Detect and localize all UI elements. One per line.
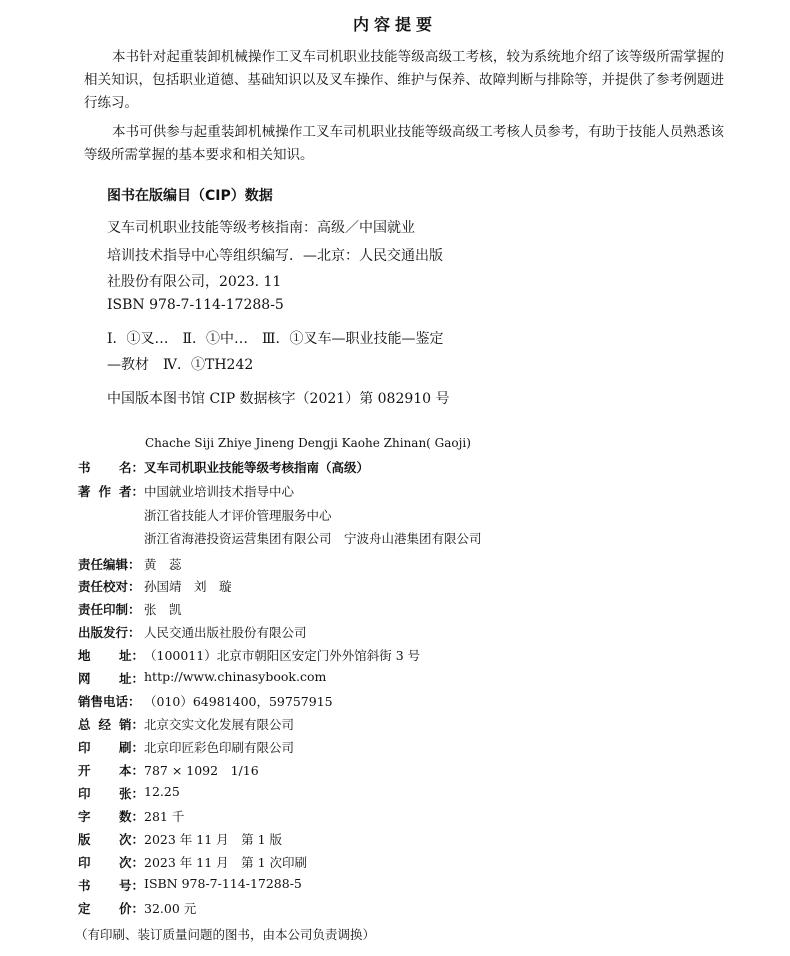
row-address: 地 址： （100011）北京市朝阳区安定门外外馆斜街 3 号 [78, 646, 420, 666]
isbn: ISBN 978-7-114-17288-5 [144, 876, 302, 891]
cip-heading: 图书在版编目（CIP）数据 [107, 188, 273, 204]
impression: 2023 年 11 月 第 1 次印刷 [144, 855, 308, 870]
cip-record-number: 中国版本图书馆 CIP 数据核字（2021）第 082910 号 [107, 391, 450, 407]
address: （100011）北京市朝阳区安定门外外馆斜街 3 号 [144, 648, 421, 663]
printing-supervisor: 张 凯 [144, 602, 182, 617]
website: http://www.chinasybook.com [144, 669, 327, 684]
row-printing-resp: 责任印制： 张 凯 [78, 600, 182, 620]
author-1: 中国就业培训技术指导中心 [144, 484, 295, 499]
row-words: 字 数： 281 千 [78, 807, 184, 827]
publisher: 人民交通出版社股份有限公司 [144, 625, 307, 640]
price: 32.00 元 [144, 901, 197, 916]
cip-isbn: ISBN 978-7-114-17288-5 [107, 297, 284, 313]
row-isbn: 书 号： ISBN 978-7-114-17288-5 [78, 876, 302, 896]
row-website: 网 址： http://www.chinasybook.com [78, 669, 326, 689]
row-edition: 版 次： 2023 年 11 月 第 1 版 [78, 830, 282, 850]
edition: 2023 年 11 月 第 1 版 [144, 832, 283, 847]
editor: 黄 蕊 [144, 557, 182, 572]
distributor: 北京交实文化发展有限公司 [144, 717, 295, 732]
row-format: 开 本： 787 × 1092 1/16 [78, 761, 259, 781]
abstract-paragraph-1: 本书针对起重装卸机械操作工叉车司机职业技能等级高级工考核，较为系统地介绍了该等级所需掌握的相关知识，包括职业道德、基础知识以及叉车操作、维护与保养、故障判断与排除等，并提供了参考例题进行练习。 [84, 49, 724, 111]
row-proofread: 责任校对： 孙国靖 刘 璇 [78, 577, 232, 597]
row-authors: 著 作 者： 中国就业培训技术指导中心 [78, 482, 294, 502]
row-impression: 印 次： 2023 年 11 月 第 1 次印刷 [78, 853, 307, 873]
row-sheets: 印 张： 12.25 [78, 784, 180, 804]
row-phone: 销售电话： （010）64981400，59757915 [78, 692, 333, 712]
proofreader: 孙国靖 刘 璇 [144, 579, 232, 594]
author-2: 浙江省技能人才评价管理服务中心 [144, 508, 332, 523]
author-3: 浙江省海港投资运营集团有限公司 宁波舟山港集团有限公司 [144, 531, 482, 546]
page-title: 内容提要 [352, 15, 437, 34]
book-name: 叉车司机职业技能等级考核指南（高级） [144, 460, 370, 475]
row-printer: 印 刷： 北京印匠彩色印刷有限公司 [78, 738, 294, 758]
cip-line-2: 培训技术指导中心等组织编写．—北京：人民交通出版 [107, 248, 443, 264]
printed-sheets: 12.25 [144, 784, 180, 799]
cip-classification-cont: —教材 Ⅳ．①TH242 [107, 357, 254, 373]
abstract-paragraph-2: 本书可供参与起重装卸机械操作工叉车司机职业技能等级高级工考核人员参考，有助于技能人员熟悉该等级所需掌握的基本要求和相关知识。 [84, 124, 724, 163]
cip-classification: Ⅰ．①叉… Ⅱ．①中… Ⅲ．①叉车—职业技能—鉴定 [107, 331, 444, 347]
quality-notice: （有印刷、装订质量问题的图书，由本公司负责调换） [75, 927, 376, 942]
row-editor: 责任编辑： 黄 蕊 [78, 555, 182, 575]
pinyin-title: Chache Siji Zhiye Jineng Dengji Kaohe Zhinan( Gaoji) [145, 436, 471, 450]
row-price: 定 价： 32.00 元 [78, 899, 196, 919]
cip-line-1: 叉车司机职业技能等级考核指南：高级／中国就业 [107, 220, 415, 236]
format: 787 × 1092 1/16 [144, 763, 259, 778]
row-distributor: 总 经 销： 北京交实文化发展有限公司 [78, 715, 294, 735]
row-book-name: 书 名： 叉车司机职业技能等级考核指南（高级） [78, 458, 369, 478]
word-count: 281 千 [144, 809, 185, 824]
cip-line-3: 社股份有限公司，2023. 11 [107, 274, 282, 290]
printer: 北京印匠彩色印刷有限公司 [144, 740, 295, 755]
row-publisher: 出版发行： 人民交通出版社股份有限公司 [78, 623, 307, 643]
sales-phone: （010）64981400，59757915 [144, 694, 333, 709]
